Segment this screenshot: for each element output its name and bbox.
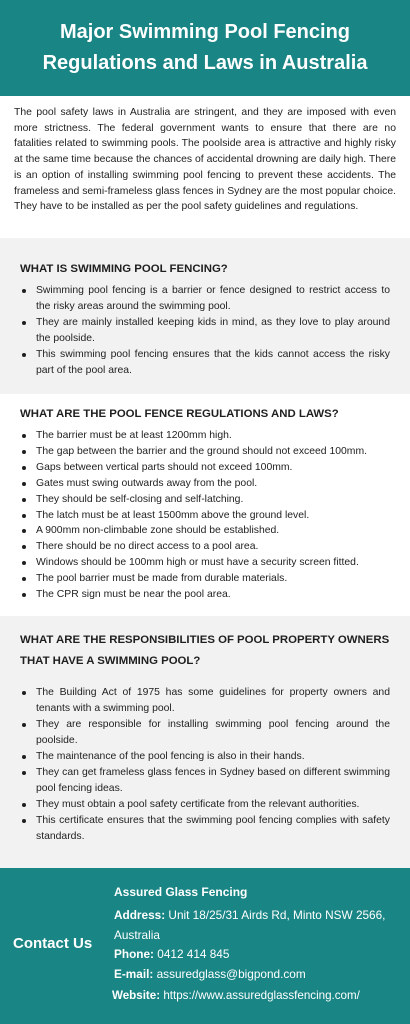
address-value: Unit 18/25/31 Airds Rd, Minto NSW 2566, Australia: [114, 908, 386, 942]
list-item: Swimming pool fencing is a barrier or fence designed to restrict access to the risky areas around the swimming pool.: [20, 283, 390, 315]
section-what-is-fencing: [0, 238, 410, 394]
bullet-list: [20, 685, 390, 845]
contact-footer: [0, 868, 410, 1024]
list-item: The latch must be at least 1500mm above the ground level.: [20, 508, 390, 524]
list-item: The barrier must be at least 1200mm high.: [20, 428, 390, 444]
intro-paragraph: The pool safety laws in Australia are stringent, and they are imposed with even more strictness. The federal government wants to ensure that there are no fatalities related to swimming pools. The poolside area is attractive and highly risky at the same time because the chances of accidental drowning are daily high. There is an option of installing swimming pool fencing to prevent these accidents. The frameless and semi-frameless glass fences in Sydney are the most popular choice. They have to be installed as per the pool safety guidelines and regulations.: [0, 96, 410, 238]
list-item: They must obtain a pool safety certificate from the relevant authorities.: [20, 797, 390, 813]
website-link[interactable]: https://www.assuredglassfencing.com/: [163, 989, 360, 1002]
list-item: They are responsible for installing swimming pool fencing around the poolside.: [20, 717, 390, 749]
section-title-line-1: WHAT ARE THE RESPONSIBILITIES OF POOL PROPERTY OWNERS: [20, 634, 390, 646]
email-label: E-mail:: [114, 966, 154, 981]
list-item: The Building Act of 1975 has some guidelines for property owners and tenants with a swimming pool.: [20, 685, 390, 717]
list-item: Gaps between vertical parts should not exceed 100mm.: [20, 460, 390, 476]
page-title-line-1: Major Swimming Pool Fencing: [59, 21, 351, 43]
section-title: [20, 616, 390, 672]
bullet-list: [20, 428, 390, 603]
contact-details: [114, 906, 394, 984]
email-value[interactable]: assuredglass@bigpond.com: [156, 966, 306, 981]
phone-line: [114, 945, 394, 965]
website-line: [112, 987, 402, 1005]
website-label: Website:: [112, 989, 161, 1002]
list-item: They should be self-closing and self-latching.: [20, 492, 390, 508]
list-item: Gates must swing outwards away from the pool.: [20, 476, 390, 492]
infographic-header: [0, 0, 410, 96]
section-title: WHAT IS SWIMMING POOL FENCING?: [20, 263, 228, 275]
section-owner-responsibilities: [0, 616, 410, 868]
section-regulations: [0, 394, 410, 616]
list-item: A 900mm non-climbable zone should be established.: [20, 523, 390, 539]
list-item: The gap between the barrier and the ground should not exceed 100mm.: [20, 444, 390, 460]
list-item: They can get frameless glass fences in Sydney based on different swimming pool fencing ideas.: [20, 765, 390, 797]
list-item: Windows should be 100mm high or must have a security screen fitted.: [20, 555, 390, 571]
list-item: There should be no direct access to a pool area.: [20, 539, 390, 555]
address-line: [114, 906, 394, 945]
phone-label: Phone:: [114, 947, 154, 961]
company-name: Assured Glass Fencing: [114, 885, 248, 899]
section-title-line-2: THAT HAVE A SWIMMING POOL?: [20, 655, 201, 667]
address-label: Address:: [114, 908, 166, 922]
list-item: The CPR sign must be near the pool area.: [20, 587, 390, 603]
list-item: They are mainly installed keeping kids in mind, as they love to play around the poolside.: [20, 315, 390, 347]
contact-us-label: Contact Us: [13, 935, 93, 952]
email-line: [114, 965, 394, 985]
list-item: The maintenance of the pool fencing is also in their hands.: [20, 749, 390, 765]
phone-value[interactable]: 0412 414 845: [157, 947, 230, 961]
list-item: This certificate ensures that the swimming pool fencing complies with safety standards.: [20, 813, 390, 845]
bullet-list: [20, 283, 390, 379]
section-title: WHAT ARE THE POOL FENCE REGULATIONS AND LAWS?: [20, 408, 339, 420]
list-item: This swimming pool fencing ensures that the kids cannot access the risky part of the pool area.: [20, 347, 390, 379]
page-title-line-2: Regulations and Laws in Australia: [42, 52, 368, 74]
list-item: The pool barrier must be made from durable materials.: [20, 571, 390, 587]
